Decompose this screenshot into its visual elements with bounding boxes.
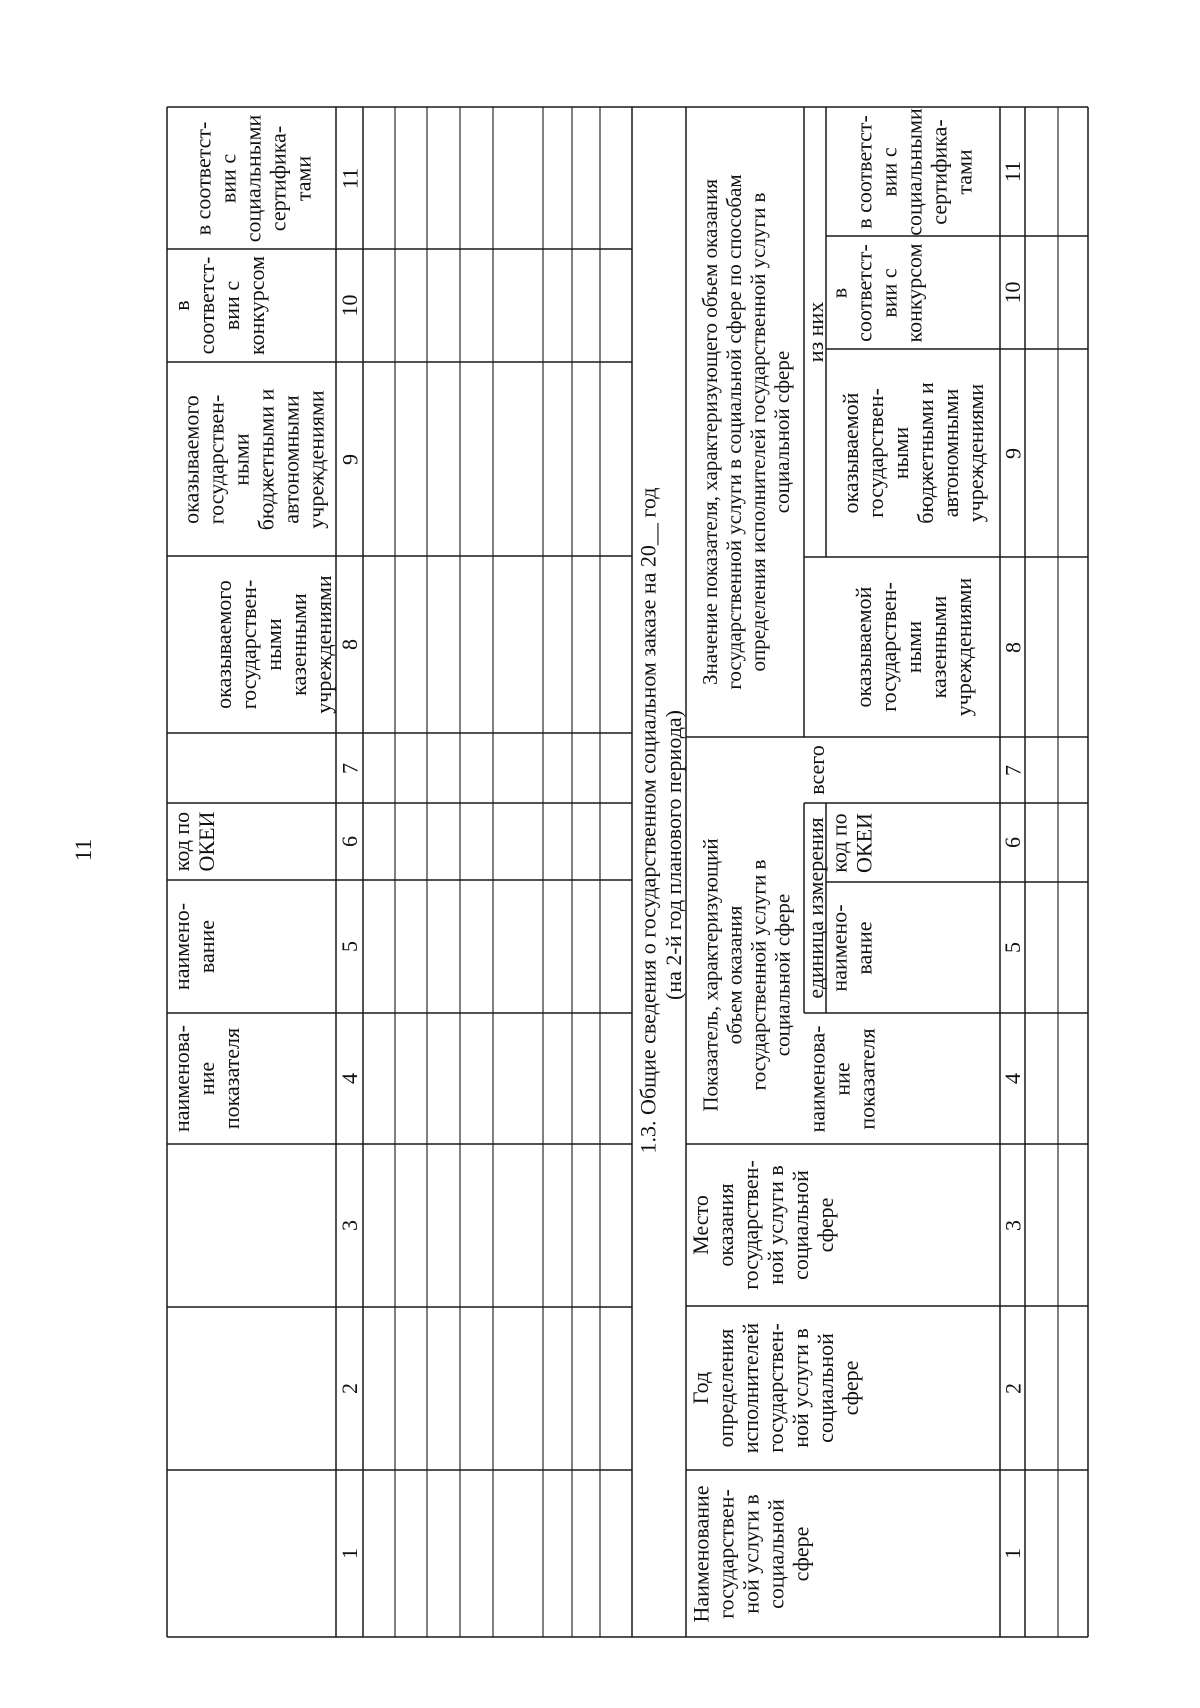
bottom-col-number-4: 4 <box>1000 1073 1025 1084</box>
bottom-header-indicator: Показатель, характеризующий объем оказания государственной услуги в социальной сфере <box>698 837 794 1112</box>
bottom-header-c11: в соответст- вии с социальными сертифика- тами <box>850 107 976 236</box>
top-header-c4: наименова- ние показателя <box>169 1025 244 1132</box>
bottom-header-of-them: из них <box>802 301 828 363</box>
bottom-col-number-5: 5 <box>1000 942 1025 953</box>
top-header-c8: оказываемого государствен- ными казенными учреждениями <box>211 575 336 714</box>
top-col-number-4: 4 <box>337 1073 362 1084</box>
bottom-col-number-10: 10 <box>1000 281 1025 304</box>
top-header-c9: оказываемого государствен- ными бюджетными и автономными учреждениями <box>177 388 328 530</box>
top-header-c11: в соответст- вии с социальными сертифика- тами <box>190 114 315 242</box>
bottom-header-c10: в соответст- вии с конкурсом <box>826 243 926 342</box>
bottom-header-c9: оказываемой государствен- ными бюджетными и автономными учреждениями <box>838 382 988 524</box>
bottom-col-number-11: 11 <box>1000 160 1025 183</box>
top-col-number-10: 10 <box>337 294 362 317</box>
page-number: 11 <box>71 838 96 862</box>
section-title: 1.3. Общие сведения о государственном социальном заказе на 20__ год <box>635 487 660 1153</box>
top-col-number-6: 6 <box>337 836 362 847</box>
bottom-header-value: Значение показателя, характеризующего объем оказания государственной услуги в социальной сфере по способам определения исполнителей государственной услуги в социальной сфере <box>698 174 794 690</box>
bottom-header-total: всего <box>804 745 829 795</box>
bottom-header-c6: код по ОКЕИ <box>826 812 876 873</box>
top-header-c5: наимено- вание <box>169 902 219 991</box>
bottom-col-number-8: 8 <box>1000 641 1025 653</box>
bottom-header-c3: Место оказания государствен- ной услуги в социальной сфере <box>688 1160 838 1290</box>
bottom-header-c1: Наименование государствен- ной услуги в социальной сфере <box>688 1484 813 1623</box>
top-header-c10: в соответст- вии с конкурсом <box>169 256 269 355</box>
top-col-number-11: 11 <box>337 167 362 189</box>
bottom-col-number-2: 2 <box>1000 1382 1025 1394</box>
top-header-c6: код по ОКЕИ <box>169 811 219 872</box>
bottom-header-c5: наимено- вание <box>826 903 876 992</box>
bottom-col-number-1: 1 <box>1000 1548 1025 1559</box>
section-subtitle: (на 2-й год планового периода) <box>660 710 686 1000</box>
bottom-header-unit: единица измерения <box>802 817 828 999</box>
bottom-header-c4: наименова- ние показателя <box>804 1025 879 1132</box>
top-col-number-1: 1 <box>337 1548 362 1559</box>
bottom-col-number-6: 6 <box>1000 837 1025 848</box>
top-col-number-5: 5 <box>337 941 362 952</box>
top-col-number-9: 9 <box>337 453 362 465</box>
bottom-header-c2: Год определения исполнителей государствен- ной услуги в социальной сфере <box>688 1322 863 1454</box>
top-col-number-8: 8 <box>337 639 362 650</box>
bottom-header-c8: оказываемой государствен- ными казенными учреждениями <box>850 577 976 717</box>
top-col-number-3: 3 <box>337 1220 362 1231</box>
top-col-number-2: 2 <box>337 1383 362 1394</box>
top-col-number-7: 7 <box>337 762 362 774</box>
bottom-col-number-9: 9 <box>1000 447 1025 459</box>
bottom-col-number-7: 7 <box>1000 764 1025 776</box>
bottom-col-number-3: 3 <box>1000 1219 1025 1231</box>
